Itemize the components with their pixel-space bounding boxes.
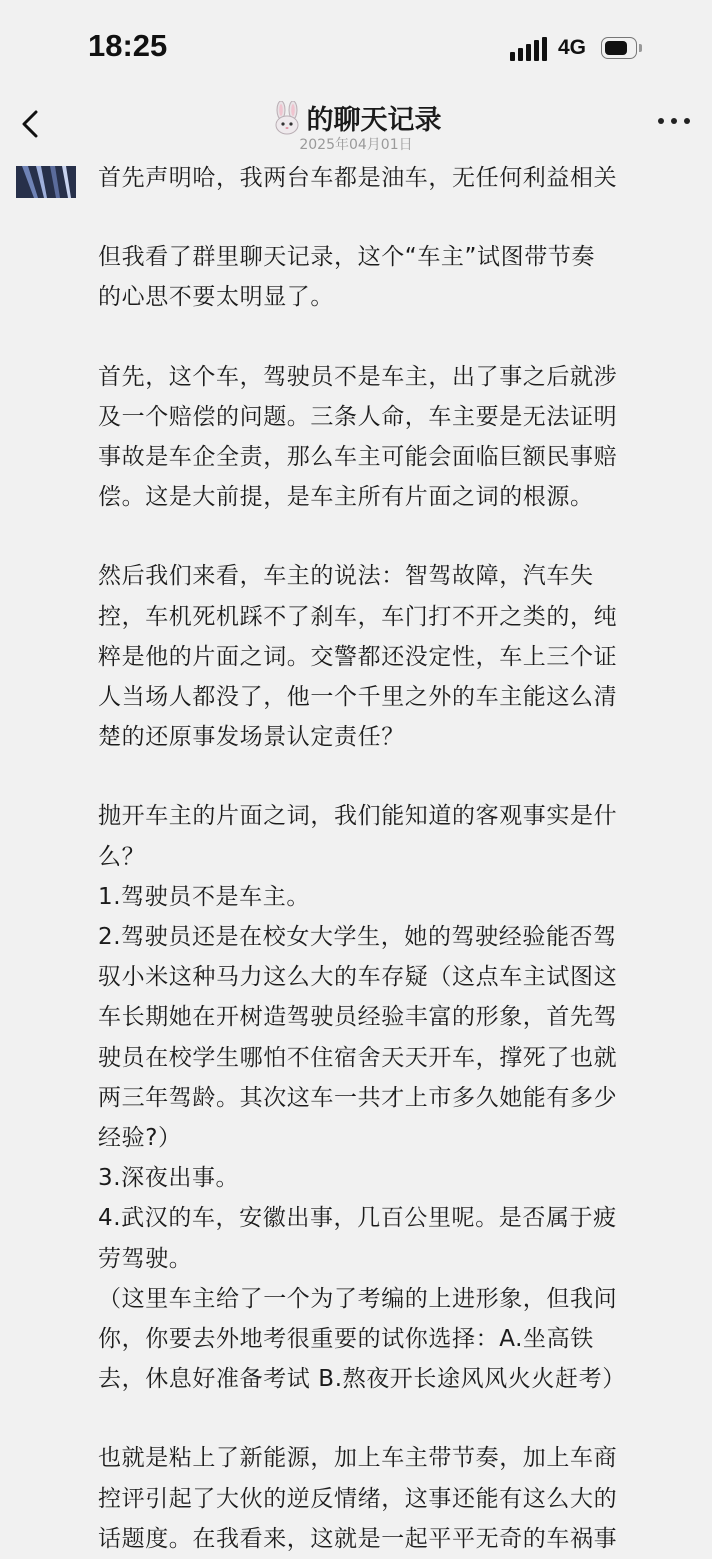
paragraph-gap <box>98 757 698 796</box>
status-time: 18:25 <box>88 28 168 63</box>
message-line: 两三年驾龄。其次这车一共才上市多久她能有多少 <box>98 1084 618 1111</box>
message-line: 偿。这是大前提，是车主所有片面之词的根源。 <box>98 484 594 511</box>
rabbit-emoji-icon <box>271 101 303 135</box>
message-line: 3.深夜出事。 <box>98 1165 240 1192</box>
page-title <box>0 98 712 139</box>
paragraph-gap <box>98 318 698 357</box>
message-line: 人当场人都没了，他一个千里之外的车主能这么清 <box>98 684 618 711</box>
message-line: 但我看了群里聊天记录，这个“车主”试图带节奏 <box>98 244 596 271</box>
message-line: 及一个赔偿的问题。三条人命，车主要是无法证明 <box>98 403 618 430</box>
paragraph-gap <box>98 1399 698 1438</box>
message-line: 经验?） <box>98 1125 182 1152</box>
message-line: 去，休息好准备考试 B.熬夜开长途风风火火赶考） <box>98 1366 626 1393</box>
message-line: 抛开车主的片面之词，我们能知道的客观事实是什 <box>98 803 618 830</box>
message-line: 粹是他的片面之词。交警都还没定性，车上三个证 <box>98 643 618 670</box>
nav-bar <box>0 92 712 164</box>
message-line: 4.武汉的车，安徽出事，几百公里呢。是否属于疲 <box>98 1205 617 1232</box>
status-bar <box>0 0 712 92</box>
message-line: 驭小米这种马力这么大的车存疑（这点车主试图这 <box>98 964 618 991</box>
message-line: 驶员在校学生哪怕不住宿舍天天开车，撑死了也就 <box>98 1044 618 1071</box>
message-line: 么？ <box>98 843 146 870</box>
message-line: （这里车主给了一个为了考编的上进形象，但我问 <box>98 1285 618 1312</box>
message-line: 楚的还原事发场景认定责任？ <box>98 724 405 751</box>
message-line: 也就是粘上了新能源，加上车主带节奏，加上车商 <box>98 1445 618 1472</box>
message-line: 控评引起了大伙的逆反情绪，这事还能有这么大的 <box>98 1485 618 1512</box>
message-line: 话题度。在我看来，这就是一起平平无奇的车祸事 <box>98 1525 618 1552</box>
message-line: 然后我们来看，车主的说法：智驾故障，汽车失 <box>98 563 594 590</box>
avatar[interactable] <box>16 166 76 198</box>
signal-strength-icon <box>510 37 546 61</box>
paragraph-gap <box>98 517 698 556</box>
chat-title: 的聊天记录 <box>306 105 442 136</box>
more-dots-icon[interactable] <box>656 114 692 128</box>
paragraph-gap <box>98 198 698 237</box>
message-body <box>98 158 698 1559</box>
message-line: 的心思不要太明显了。 <box>98 284 334 311</box>
message-line: 事故是车企全责，那么车主可能会面临巨额民事赔 <box>98 444 618 471</box>
battery-icon <box>601 37 643 59</box>
network-type: 4G <box>558 36 587 59</box>
message-line: 2.驾驶员还是在校女大学生，她的驾驶经验能否驾 <box>98 924 617 951</box>
message-line: 首先，这个车，驾驶员不是车主，出了事之后就涉 <box>98 363 618 390</box>
avatar-image <box>16 166 76 198</box>
message-line: 控，车机死机踩不了刹车，车门打不开之类的，纯 <box>98 603 618 630</box>
message-line: 劳驾驶。 <box>98 1245 193 1272</box>
message-line: 首先声明哈，我两台车都是油车，无任何利益相关 <box>98 165 618 191</box>
message-line: 1.驾驶员不是车主。 <box>98 883 310 910</box>
chat-date: 2025年04月01日 <box>299 137 413 153</box>
message-line: 车长期她在开树造驾驶员经验丰富的形象，首先驾 <box>98 1004 618 1031</box>
message-line: 你，你要去外地考很重要的试你选择：A.坐高铁 <box>98 1326 594 1353</box>
